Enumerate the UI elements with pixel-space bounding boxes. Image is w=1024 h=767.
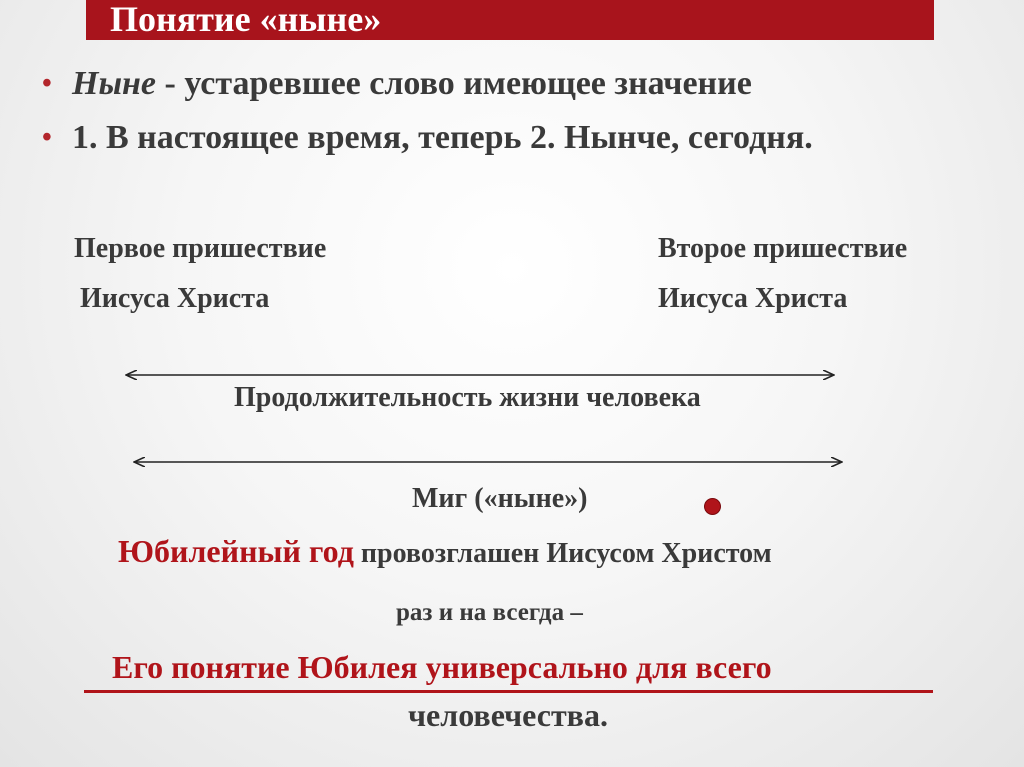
once-forever: раз и на всегда – bbox=[396, 599, 583, 626]
moment-label: Миг («ныне») bbox=[412, 483, 588, 514]
second-coming-line1: Второе пришествие bbox=[658, 233, 908, 264]
jubilee-line bbox=[118, 534, 772, 571]
bullet-1-rest: - устаревшее слово имеющее значение bbox=[156, 65, 752, 102]
bullet-dot-2: • bbox=[42, 122, 52, 153]
universal-line1: Его понятие Юбилея универсально для всего bbox=[112, 649, 772, 685]
bullet-2: 1. В настоящее время, теперь 2. Нынче, сегодня. bbox=[72, 119, 813, 156]
first-coming-line1: Первое пришествие bbox=[74, 233, 327, 264]
lifespan-label: Продолжительность жизни человека bbox=[234, 382, 701, 413]
first-coming-line2: Иисуса Христа bbox=[80, 283, 270, 314]
slide-title: Понятие «ныне» bbox=[110, 0, 382, 39]
bullet-dot-1: • bbox=[42, 68, 52, 99]
universal-line2: человечества. bbox=[408, 697, 608, 733]
jubilee-term: Юбилейный год bbox=[118, 533, 354, 569]
universal-underline bbox=[84, 690, 933, 693]
bullet-1-term: Ныне bbox=[72, 65, 157, 102]
jubilee-rest: провозглашен Иисусом Христом bbox=[353, 538, 772, 569]
second-coming-line2: Иисуса Христа bbox=[658, 283, 848, 314]
now-dot bbox=[704, 498, 721, 515]
